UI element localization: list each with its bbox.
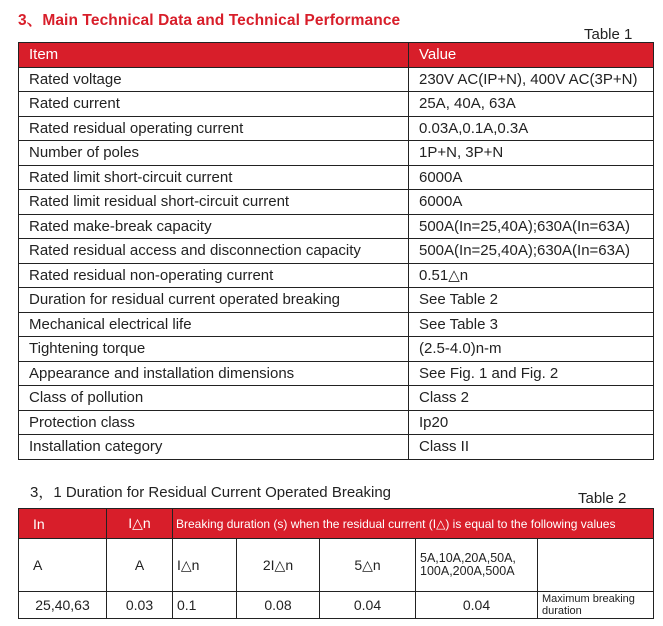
value-v5-note: Maximum breaking duration bbox=[538, 592, 654, 619]
row-value: Class II bbox=[409, 435, 654, 460]
section-heading-breaking-duration: 3，1 Duration for Residual Current Operated Breaking bbox=[30, 484, 392, 501]
technical-data-table bbox=[18, 42, 654, 460]
value-v3: 0.04 bbox=[320, 592, 416, 619]
values-row bbox=[19, 592, 654, 619]
row-item: Appearance and installation dimensions bbox=[19, 361, 409, 386]
row-value: 500A(In=25,40A);630A(In=63A) bbox=[409, 214, 654, 239]
row-value: See Table 2 bbox=[409, 288, 654, 313]
unit-v5 bbox=[538, 539, 654, 592]
row-item: Rated make-break capacity bbox=[19, 214, 409, 239]
value-v1: 0.1 bbox=[173, 592, 237, 619]
unit-v1: I△n bbox=[173, 539, 237, 592]
section-heading-technical-data: 3、Main Technical Data and Technical Performance bbox=[18, 12, 401, 29]
unit-v3: 5△n bbox=[320, 539, 416, 592]
unit-idn: A bbox=[107, 539, 173, 592]
table-row bbox=[19, 141, 654, 166]
row-value: (2.5-4.0)n-m bbox=[409, 337, 654, 362]
table-row bbox=[19, 165, 654, 190]
row-item: Tightening torque bbox=[19, 337, 409, 362]
row-item: Class of pollution bbox=[19, 386, 409, 411]
table-header-row bbox=[19, 43, 654, 68]
header-value: Value bbox=[409, 43, 654, 68]
row-item: Mechanical electrical life bbox=[19, 312, 409, 337]
row-value: 1P+N, 3P+N bbox=[409, 141, 654, 166]
table-1-label: Table 1 bbox=[584, 26, 633, 43]
unit-v2: 2I△n bbox=[237, 539, 320, 592]
value-in: 25,40,63 bbox=[19, 592, 107, 619]
table-row bbox=[19, 337, 654, 362]
row-item: Number of poles bbox=[19, 141, 409, 166]
table-header-row bbox=[19, 509, 654, 539]
row-item: Rated residual operating current bbox=[19, 116, 409, 141]
row-value: 0.51△n bbox=[409, 263, 654, 288]
row-value: Class 2 bbox=[409, 386, 654, 411]
row-value: 6000A bbox=[409, 165, 654, 190]
row-value: 0.03A,0.1A,0.3A bbox=[409, 116, 654, 141]
table-row bbox=[19, 288, 654, 313]
row-item: Installation category bbox=[19, 435, 409, 460]
row-value: 230V AC(IP+N), 400V AC(3P+N) bbox=[409, 67, 654, 92]
header-breaking-duration: Breaking duration (s) when the residual current (I△) is equal to the following values bbox=[173, 509, 654, 539]
table-row bbox=[19, 410, 654, 435]
unit-v4: 5A,10A,20A,50A, 100A,200A,500A bbox=[416, 539, 538, 592]
header-idn: I△n bbox=[107, 509, 173, 539]
table-row bbox=[19, 263, 654, 288]
table-row bbox=[19, 435, 654, 460]
unit-in: A bbox=[19, 539, 107, 592]
row-item: Rated limit residual short-circuit current bbox=[19, 190, 409, 215]
table-row bbox=[19, 361, 654, 386]
row-value: Ip20 bbox=[409, 410, 654, 435]
row-item: Rated residual access and disconnection capacity bbox=[19, 239, 409, 264]
table-row bbox=[19, 239, 654, 264]
table-row bbox=[19, 92, 654, 117]
table-row bbox=[19, 116, 654, 141]
row-item: Protection class bbox=[19, 410, 409, 435]
table-2-label: Table 2 bbox=[578, 490, 627, 507]
table-row bbox=[19, 312, 654, 337]
table-row bbox=[19, 190, 654, 215]
row-value: 500A(In=25,40A);630A(In=63A) bbox=[409, 239, 654, 264]
table-row bbox=[19, 67, 654, 92]
row-item: Rated voltage bbox=[19, 67, 409, 92]
row-value: See Table 3 bbox=[409, 312, 654, 337]
units-row bbox=[19, 539, 654, 592]
table-row bbox=[19, 214, 654, 239]
row-value: 25A, 40A, 63A bbox=[409, 92, 654, 117]
header-in: In bbox=[19, 509, 107, 539]
row-value: See Fig. 1 and Fig. 2 bbox=[409, 361, 654, 386]
value-idn: 0.03 bbox=[107, 592, 173, 619]
row-item: Rated limit short-circuit current bbox=[19, 165, 409, 190]
table-row bbox=[19, 386, 654, 411]
header-item: Item bbox=[19, 43, 409, 68]
breaking-duration-table bbox=[18, 508, 654, 619]
row-item: Duration for residual current operated breaking bbox=[19, 288, 409, 313]
row-item: Rated residual non-operating current bbox=[19, 263, 409, 288]
row-value: 6000A bbox=[409, 190, 654, 215]
value-v2: 0.08 bbox=[237, 592, 320, 619]
value-v4: 0.04 bbox=[416, 592, 538, 619]
row-item: Rated current bbox=[19, 92, 409, 117]
